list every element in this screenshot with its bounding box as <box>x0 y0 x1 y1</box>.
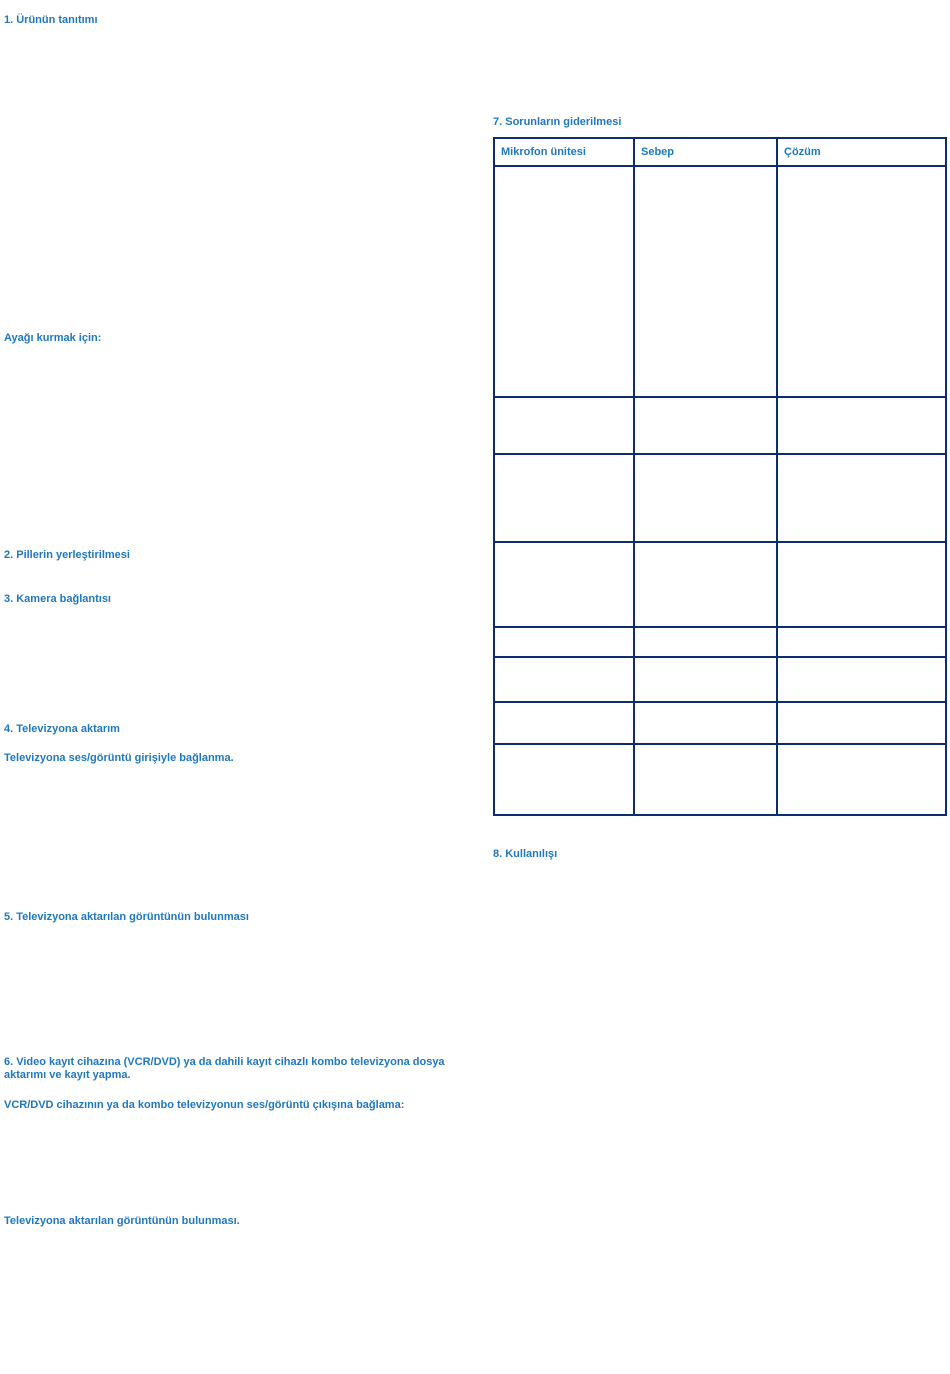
table-row <box>494 454 946 542</box>
table-cell <box>777 166 946 397</box>
table-header-row <box>494 138 946 166</box>
table-cell <box>777 657 946 702</box>
table-cell <box>494 454 634 542</box>
section-2-heading: 2. Pillerin yerleştirilmesi <box>4 549 130 561</box>
table-cell <box>494 657 634 702</box>
section-6-heading: 6. Video kayıt cihazına (VCR/DVD) ya da dahili kayıt cihazlı kombo televizyona dosya aktarımı ve kayıt yapma. <box>4 1056 445 1081</box>
table-cell <box>494 397 634 454</box>
table-cell <box>634 657 777 702</box>
section-8-heading: 8. Kullanılışı <box>493 848 558 860</box>
troubleshooting-table <box>493 137 947 816</box>
table-cell <box>777 454 946 542</box>
table-cell <box>494 542 634 627</box>
table-cell <box>777 627 946 657</box>
table-cell <box>777 702 946 744</box>
table-cell <box>634 454 777 542</box>
stand-setup-heading: Ayağı kurmak için: <box>4 332 102 344</box>
table-cell <box>494 627 634 657</box>
column-header-microphone-unit: Mikrofon ünitesi <box>494 138 634 166</box>
table-cell <box>777 542 946 627</box>
table-row <box>494 702 946 744</box>
table-cell <box>634 744 777 815</box>
section-4-subheading: Televizyona ses/görüntü girişiyle bağlanma. <box>4 752 234 764</box>
table-cell <box>777 744 946 815</box>
section-6-subheading: VCR/DVD cihazının ya da kombo televizyonun ses/görüntü çıkışına bağlama: <box>4 1099 405 1111</box>
table-row <box>494 166 946 397</box>
table-cell <box>634 702 777 744</box>
table-cell <box>634 397 777 454</box>
section-3-heading: 3. Kamera bağlantısı <box>4 593 111 605</box>
table-cell <box>494 166 634 397</box>
table-row <box>494 397 946 454</box>
section-1-heading: 1. Ürünün tanıtımı <box>4 14 98 26</box>
section-5-heading: 5. Televizyona aktarılan görüntünün bulunması <box>4 911 249 923</box>
table-row <box>494 657 946 702</box>
table-cell <box>634 542 777 627</box>
column-header-cause: Sebep <box>634 138 777 166</box>
table-cell <box>634 627 777 657</box>
section-7-heading: 7. Sorunların giderilmesi <box>493 116 622 128</box>
table-row <box>494 627 946 657</box>
table-cell <box>494 744 634 815</box>
table-cell <box>777 397 946 454</box>
table-cell <box>494 702 634 744</box>
column-header-solution: Çözüm <box>777 138 946 166</box>
table-row <box>494 542 946 627</box>
section-6-find-heading: Televizyona aktarılan görüntünün bulunması. <box>4 1215 240 1227</box>
section-4-heading: 4. Televizyona aktarım <box>4 723 120 735</box>
table-cell <box>634 166 777 397</box>
table-row <box>494 744 946 815</box>
